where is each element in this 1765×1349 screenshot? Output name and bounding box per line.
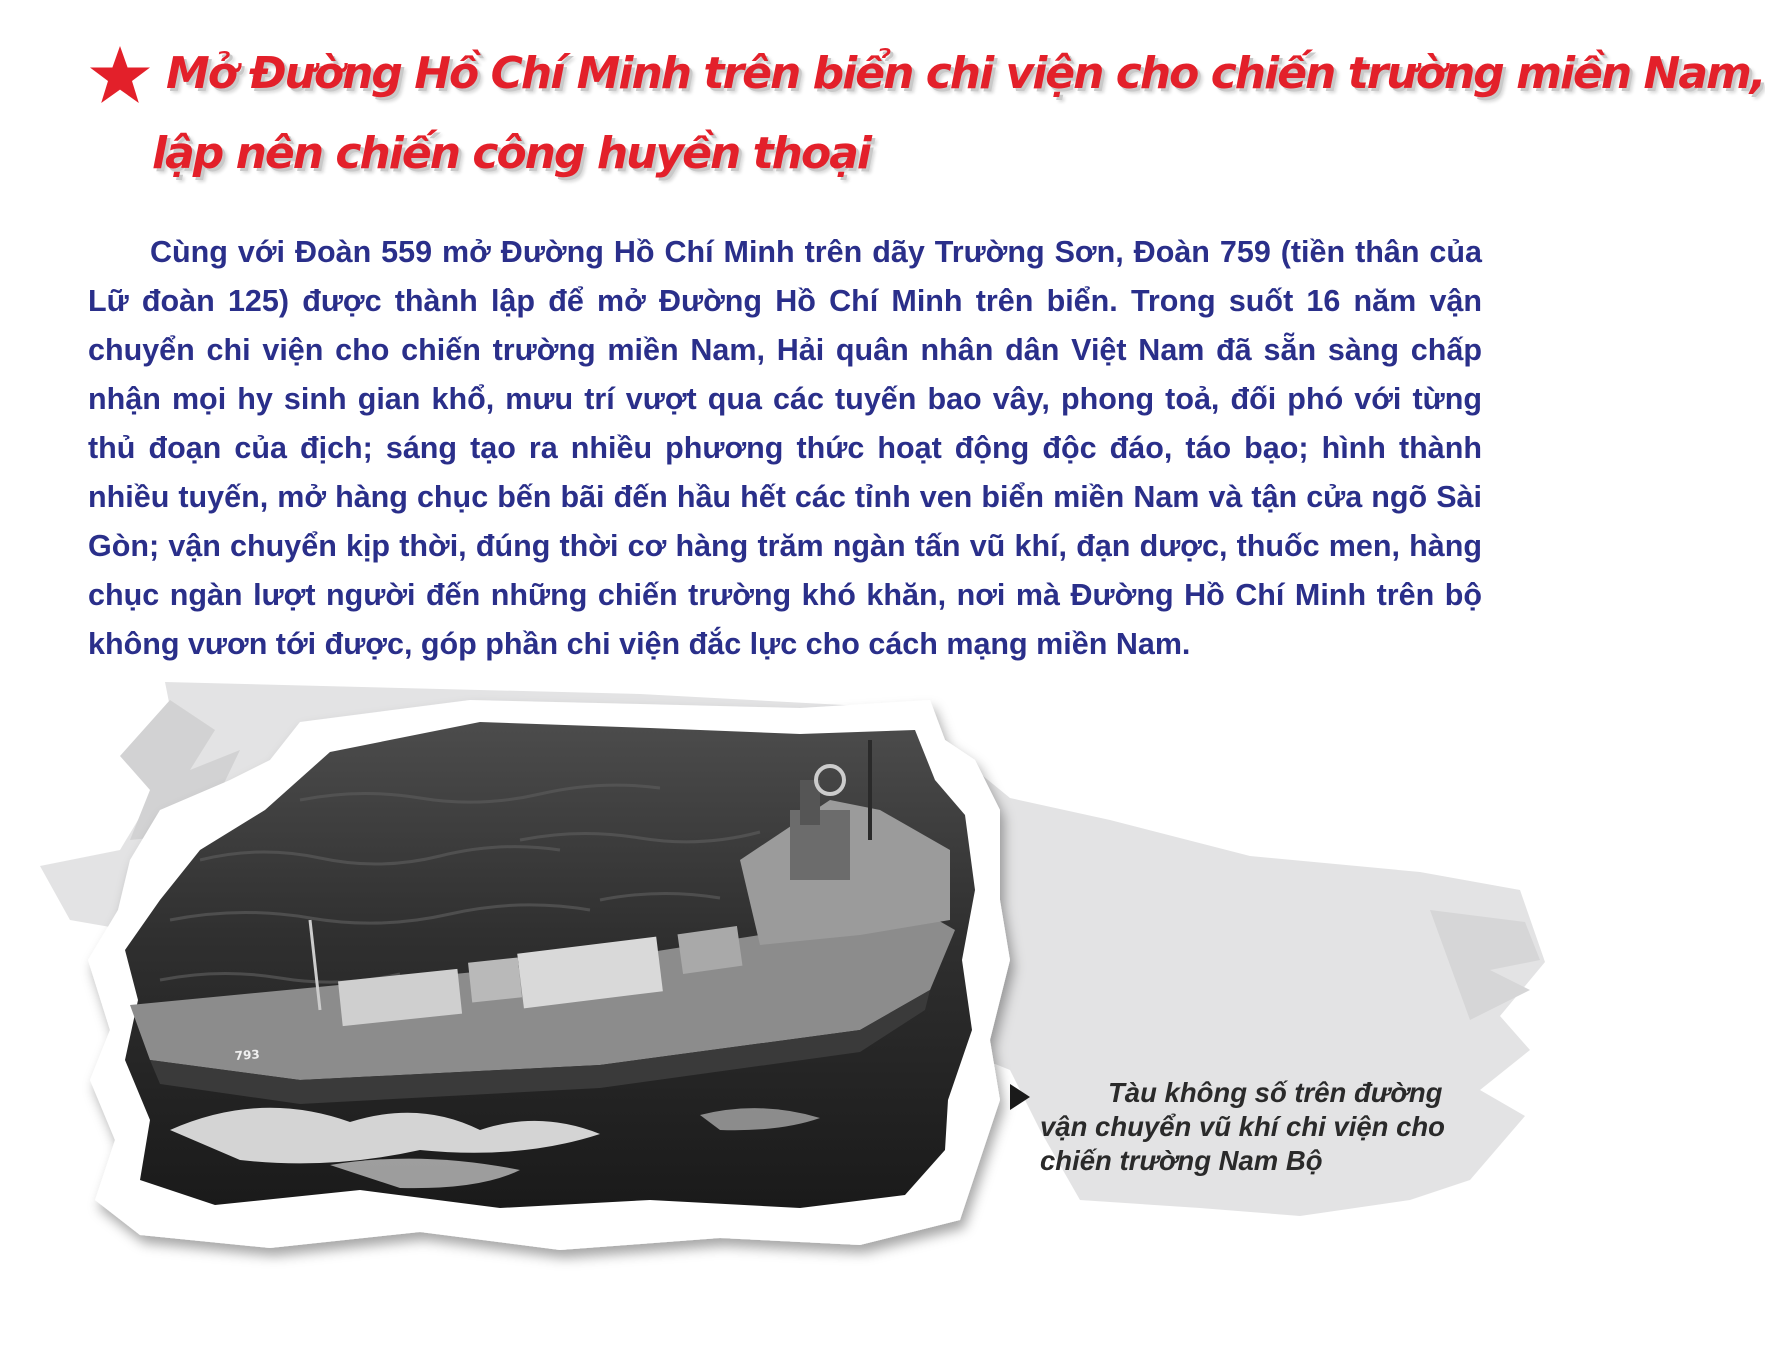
heading-line-1: Mở Đường Hồ Chí Minh trên biển chi viện cho chiến trường miền Nam, — [166, 48, 1765, 99]
caption-text: Tàu không số trên đường vận chuyển vũ khí chi viện cho chiến trường Nam Bộ — [1040, 1077, 1445, 1176]
heading-line-2: lập nên chiến công huyền thoại — [152, 128, 870, 179]
red-star-icon — [88, 44, 152, 106]
body-paragraph: Cùng với Đoàn 559 mở Đường Hồ Chí Minh trên dãy Trường Sơn, Đoàn 759 (tiền thân của Lữ đoàn 125) được thành lập để mở Đường Hồ Chí Minh trên biển. Trong suốt 16 năm vận chuyển chi viện cho chiến trường miền Nam, Hải quân nhân dân Việt Nam đã sẵn sàng chấp nhận mọi hy sinh gian khổ, mưu trí vượt qua các tuyến bao vây, phong toả, đối phó với từng thủ đoạn của địch; sáng tạo ra nhiều phương thức hoạt động độc đáo, táo bạo; hình thành nhiều tuyến, mở hàng chục bến bãi đến hầu hết các tỉnh ven biển miền Nam và tận cửa ngõ Sài Gòn; vận chuyển kịp thời, đúng thời cơ hàng trăm ngàn tấn vũ khí, đạn dược, thuốc men, hàng chục ngàn lượt người đến những chiến trường khó khăn, nơi mà Đường Hồ Chí Minh trên bộ không vươn tới được, góp phần chi viện đắc lực cho cách mạng miền Nam. — [88, 235, 1482, 661]
triangle-right-icon — [1008, 1082, 1032, 1112]
ship-photo — [0, 660, 1600, 1300]
hull-number: 793 — [234, 1047, 261, 1063]
